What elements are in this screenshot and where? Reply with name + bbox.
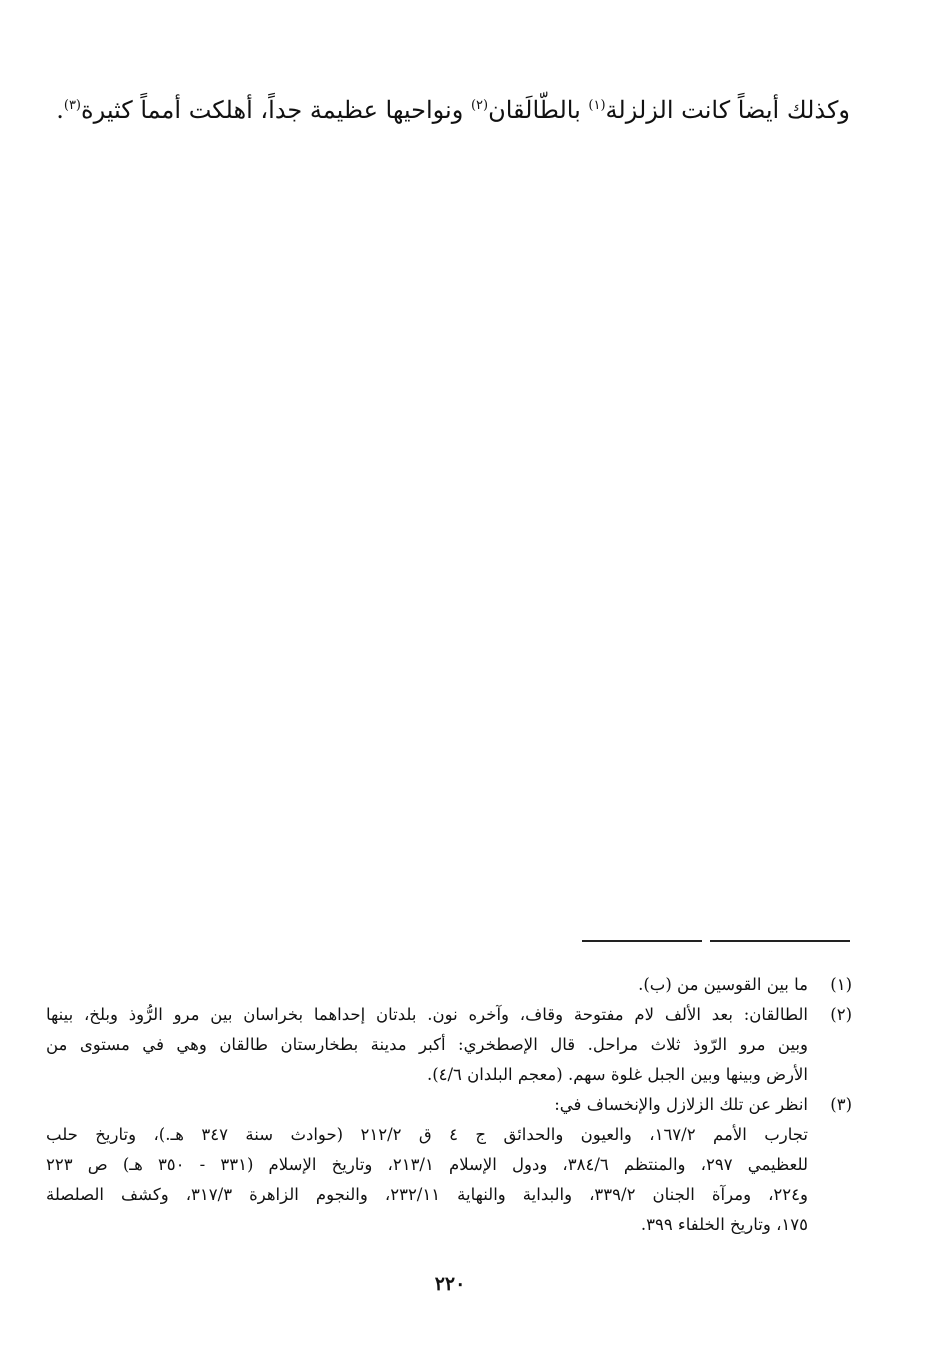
footnote-line: الطالقان: بعد الألف لام مفتوحة وقاف، وآخره نون. بلدتان إحداهما بخراسان بين مرو الرُّوذ وبلخ، بينها — [46, 1005, 808, 1024]
separator-gap — [702, 939, 710, 943]
footnote-line: تجارب الأمم ١٦٧/٢، والعيون والحدائق ج ٤ ق ٢١٢/٢ (حوادث سنة ٣٤٧ هـ.)، وتاريخ حلب — [46, 1125, 808, 1144]
footnote-line: انظر عن تلك الزلازل والإنخساف في: — [554, 1095, 808, 1114]
footnote-body — [46, 1000, 808, 1090]
footnote-line: للعظيمي ٢٩٧، والمنتظم ٣٨٤/٦، ودول الإسلام ٢١٣/١، وتاريخ الإسلام (٣٣١ - ٣٥٠ هـ) ص ٢٢٣ — [46, 1155, 808, 1174]
footnote-2 — [46, 1000, 852, 1090]
footnote-line: ١٧٥، وتاريخ الخلفاء ٣٩٩. — [640, 1215, 808, 1234]
footnote-ref-2: (٢) — [470, 98, 489, 113]
footnote-number: (٣) — [830, 1095, 852, 1114]
footnote-number: (١) — [830, 975, 852, 994]
main-text-part-1: وكذلك أيضاً كانت الزلزلة — [605, 96, 850, 124]
footnote-1 — [46, 970, 852, 1000]
main-paragraph — [44, 90, 850, 131]
footnote-number: (٢) — [830, 1005, 852, 1024]
main-text-part-3: ونواحيها عظيمة جداً، أهلكت أمماً كثيرة — [81, 96, 471, 124]
footnote-ref-1: (١) — [588, 98, 606, 113]
page-number: ٢٢٠ — [434, 1273, 466, 1295]
footnote-line: ما بين القوسين من (ب). — [638, 975, 808, 994]
main-text-end: . — [56, 96, 64, 124]
footnote-body — [46, 1090, 808, 1240]
footnote-3 — [46, 1090, 852, 1240]
footnote-ref-3: (٣) — [63, 98, 81, 113]
footnote-line: الأرض وبينها وبين الجبل غلوة سهم. (معجم البلدان ٤/٦). — [426, 1065, 808, 1084]
footnote-line: و٢٢٤، ومرآة الجنان ٣٣٩/٢، والبداية والنهاية ٢٣٢/١١، والنجوم الزاهرة ٣١٧/٣، وكشف الصلصلة — [46, 1185, 808, 1204]
footnote-separator — [582, 940, 850, 942]
footnote-body — [46, 970, 808, 1000]
footnotes-section — [46, 970, 852, 1240]
main-text-part-2: بالطّالَقان — [488, 96, 589, 124]
footnote-line: وبين مرو الرّوذ ثلاث مراحل. قال الإصطخري: أكبر مدينة بطخارستان طالقان وهي في مستوى من — [46, 1035, 808, 1054]
